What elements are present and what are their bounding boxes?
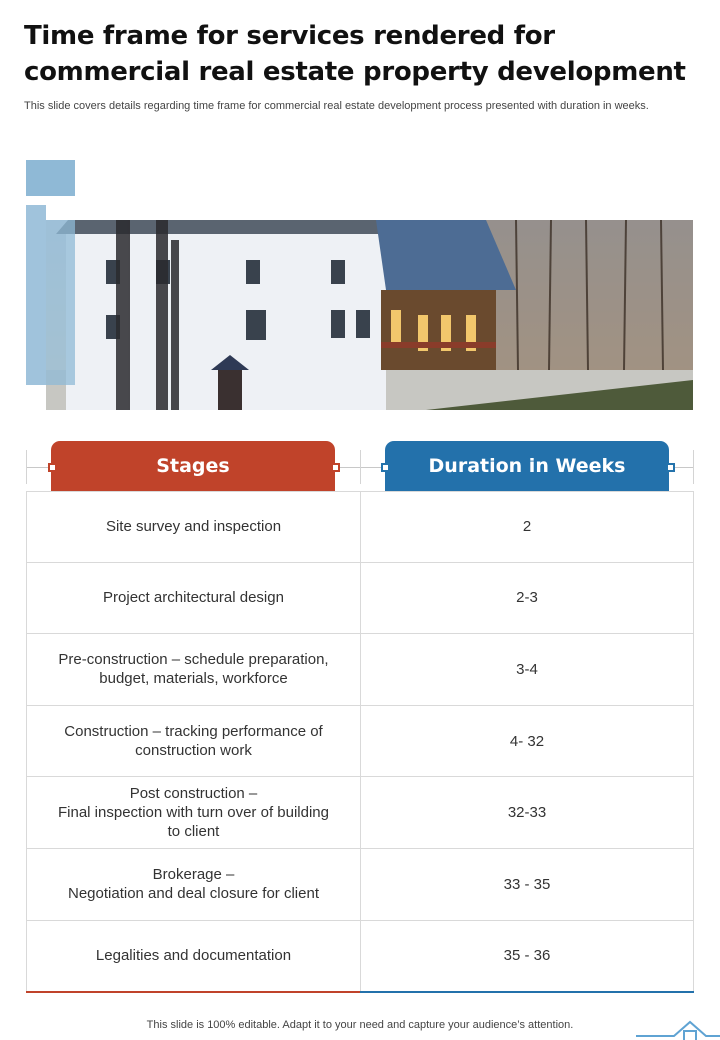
header-tick: [693, 450, 694, 484]
table-row: [27, 777, 693, 849]
table-bottom-accent-blue: [360, 991, 694, 993]
table-row: [27, 563, 693, 635]
stage-text: Brokerage – Negotiation and deal closure for client: [68, 866, 319, 903]
duration-header: Duration in Weeks: [385, 441, 669, 491]
stage-cell: [27, 563, 361, 634]
stage-text: Site survey and inspection: [105, 518, 282, 536]
table-row: [27, 921, 693, 993]
connector-dot: [331, 463, 340, 472]
table-row: [27, 706, 693, 778]
stage-cell: [27, 492, 361, 562]
photo-accent-overlay: [46, 220, 75, 385]
stage-cell: [27, 706, 361, 777]
duration-cell: [361, 921, 693, 992]
stages-table: [26, 491, 694, 992]
accent-block-side: [26, 205, 46, 385]
page-title: Time frame for services rendered for commercial real estate property development: [24, 21, 686, 87]
table-bottom-accent-red: [26, 991, 360, 993]
house-outline-icon: [634, 1014, 720, 1040]
duration-cell: [361, 563, 693, 634]
house-photo: [46, 220, 693, 410]
stage-cell: [27, 921, 361, 992]
duration-cell: [361, 634, 693, 705]
stage-cell: [27, 777, 361, 848]
duration-text: 33 - 35: [503, 875, 551, 893]
stages-header: Stages: [51, 441, 335, 491]
duration-text: 3-4: [516, 660, 538, 678]
table-row: [27, 491, 693, 563]
duration-text: 35 - 36: [503, 947, 551, 965]
duration-text: 2-3: [516, 589, 538, 607]
stage-cell: [27, 849, 361, 920]
connector-dot: [48, 463, 57, 472]
connector-dot: [381, 463, 390, 472]
stage-text: Legalities and documentation: [95, 947, 292, 965]
table-row: [27, 634, 693, 706]
duration-text: 32-33: [507, 804, 547, 822]
page-subtitle: This slide covers details regarding time frame for commercial real estate development process presented with duration in weeks.: [24, 100, 649, 112]
footer-note: This slide is 100% editable. Adapt it to your need and capture your audience’s attention.: [146, 1019, 574, 1031]
header-tick: [360, 450, 361, 484]
connector-dot: [666, 463, 675, 472]
stage-text: Construction – tracking performance of construction work: [64, 723, 323, 760]
stage-text: Post construction – Final inspection with turn over of building to client: [58, 785, 329, 841]
stage-cell: [27, 634, 361, 705]
duration-cell: [361, 849, 693, 920]
duration-text: 2: [522, 518, 532, 536]
header-tick: [26, 450, 27, 484]
accent-block-top: [26, 160, 75, 196]
duration-text: 4- 32: [509, 732, 545, 750]
stage-text: Pre-construction – schedule preparation, budget, materials, workforce: [58, 651, 329, 688]
duration-cell: [361, 706, 693, 777]
duration-cell: [361, 777, 693, 848]
stage-text: Project architectural design: [103, 589, 284, 607]
duration-cell: [361, 492, 693, 562]
table-row: [27, 849, 693, 921]
